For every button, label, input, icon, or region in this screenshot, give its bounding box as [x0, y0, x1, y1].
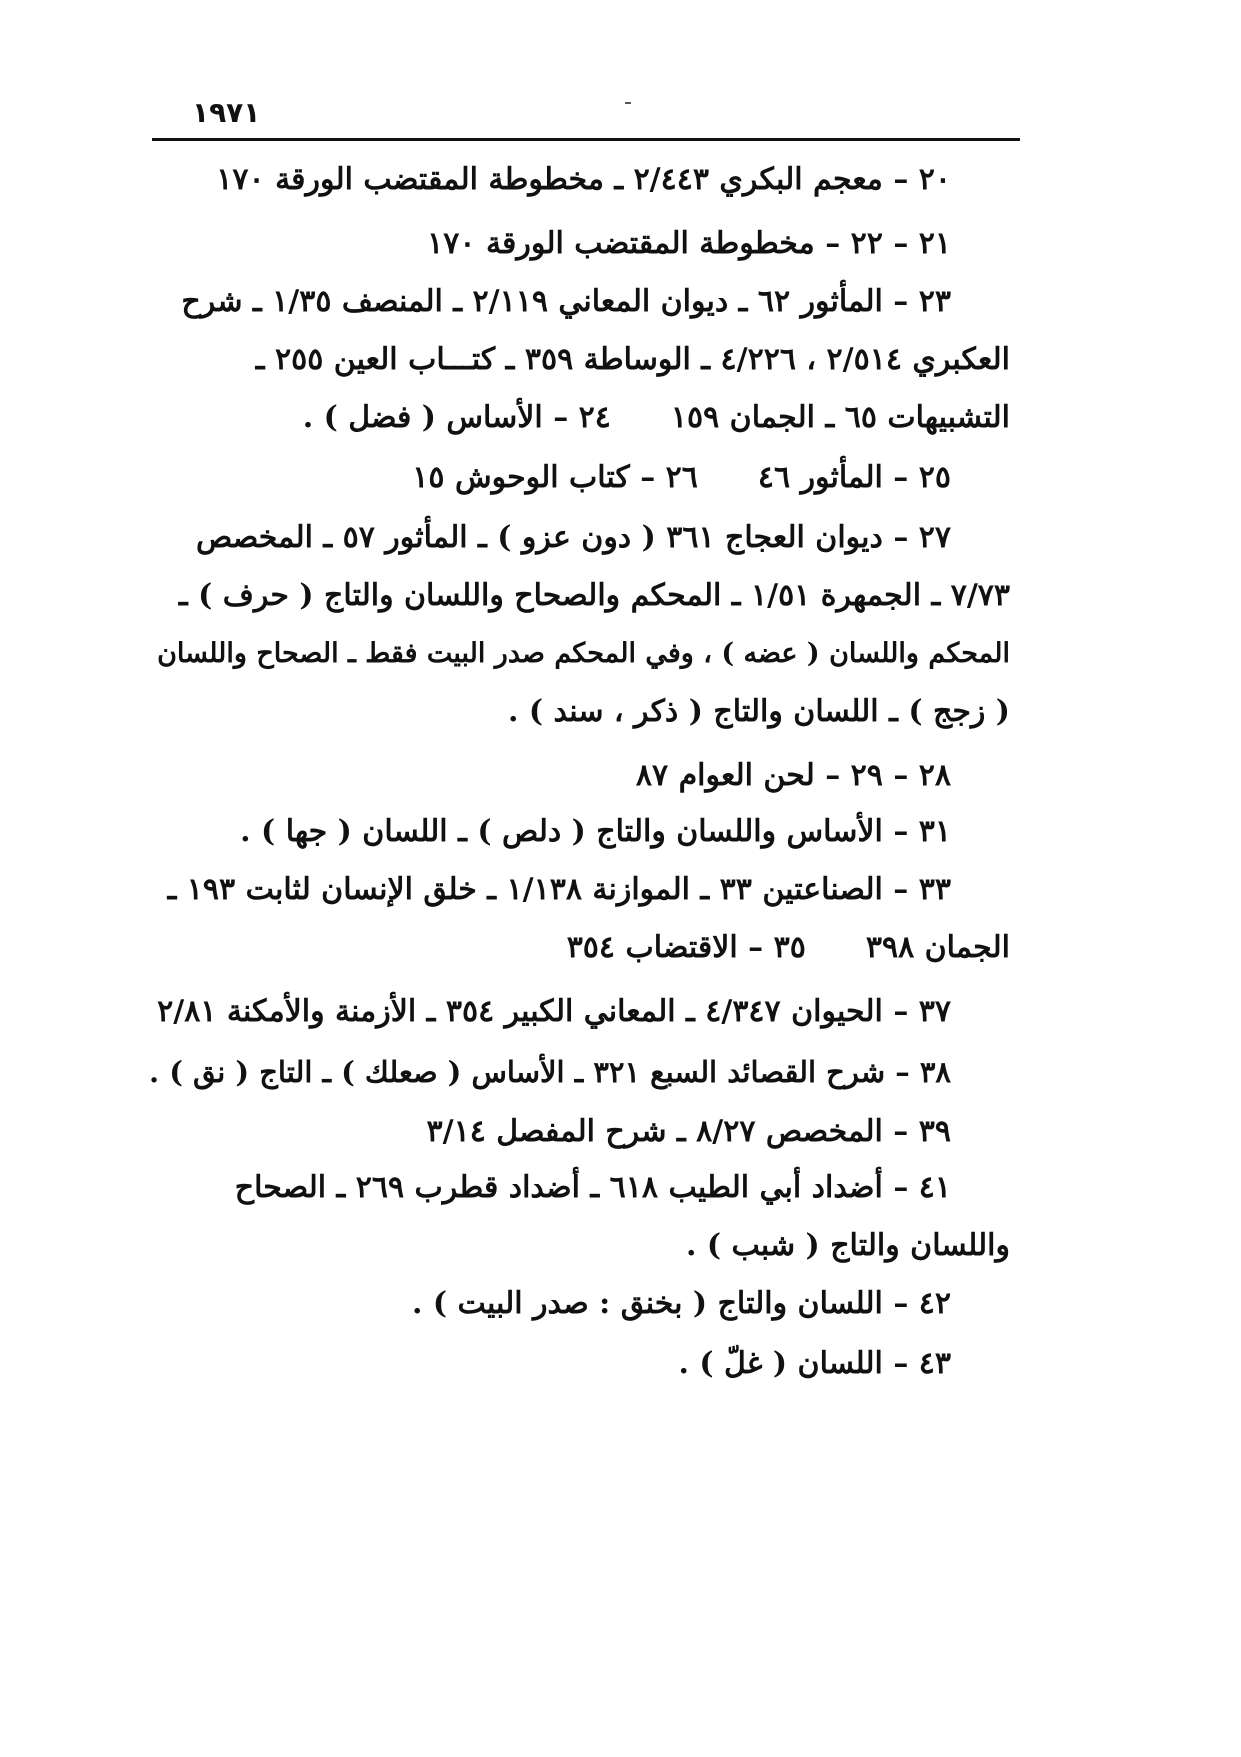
footnote-line: واللسان والتاج ( شبب ) .	[685, 1228, 1010, 1263]
footnote-line: ٣٩ – المخصص ٨/٢٧ ـ شرح المفصل ٣/١٤	[426, 1114, 951, 1149]
footnote-line: ٢٥ – المأثور ٤٦٢٦ – كتاب الوحوش ١٥	[412, 460, 951, 495]
footnote-line: التشبيهات ٦٥ ـ الجمان ١٥٩٢٤ – الأساس ( فضل ) .	[302, 400, 1010, 435]
footnote-line: ٣٣ – الصناعتين ٣٣ ـ الموازنة ١/١٣٨ ـ خلق الإنسان لثابت ١٩٣ ـ	[167, 872, 951, 907]
footnote-line: العكبري ٢/٥١٤ ، ٤/٢٢٦ ـ الوساطة ٣٥٩ ـ كتـــاب العين ٢٥٥ ـ	[255, 342, 1010, 377]
scan-speck	[625, 102, 631, 104]
footnote-line: ٤١ – أضداد أبي الطيب ٦١٨ ـ أضداد قطرب ٢٦٩ ـ الصحاح	[234, 1170, 951, 1205]
footnote-line: ( زجج ) ـ اللسان والتاج ( ذكر ، سند ) .	[508, 694, 1010, 729]
footnote-line: ٢٣ – المأثور ٦٢ ـ ديوان المعاني ٢/١١٩ ـ المنصف ١/٣٥ ـ شرح	[181, 284, 951, 319]
footnote-line: ٢١ – ٢٢ – مخطوطة المقتضب الورقة ١٧٠	[427, 226, 951, 261]
footnote-line: ٢٨ – ٢٩ – لحن العوام ٨٧	[635, 758, 951, 793]
footnote-line: ٢٠ – معجم البكري ٢/٤٤٣ ـ مخطوطة المقتضب الورقة ١٧٠	[216, 162, 951, 197]
footnote-line: ٤٣ – اللسان ( غلّ ) .	[678, 1346, 951, 1381]
footnote-line: ٣٨ – شرح القصائد السبع ٣٢١ ـ الأساس ( صعلك ) ـ التاج ( نق ) .	[149, 1055, 951, 1089]
footnote-line: ٣٧ – الحيوان ٤/٣٤٧ ـ المعاني الكبير ٣٥٤ ـ الأزمنة والأمكنة ٢/٨١	[157, 994, 951, 1029]
footnote-line: ٣١ – الأساس واللسان والتاج ( دلص ) ـ اللسان ( جها ) .	[240, 814, 951, 849]
header-rule	[152, 138, 1020, 141]
page-number: ١٩٧١	[192, 96, 261, 129]
footnote-line: ٧/٧٣ ـ الجمهرة ١/٥١ ـ المحكم والصحاح واللسان والتاج ( حرف ) ـ	[178, 578, 1010, 613]
footnote-line: ٤٢ – اللسان والتاج ( بخنق : صدر البيت ) .	[412, 1286, 951, 1321]
footnote-line: المحكم واللسان ( عضه ) ، وفي المحكم صدر البيت فقط ـ الصحاح واللسان	[157, 638, 1010, 669]
footnote-line: ٢٧ – ديوان العجاج ٣٦١ ( دون عزو ) ـ المأثور ٥٧ ـ المخصص	[195, 520, 951, 555]
footnote-line: الجمان ٣٩٨٣٥ – الاقتضاب ٣٥٤	[566, 930, 1010, 965]
